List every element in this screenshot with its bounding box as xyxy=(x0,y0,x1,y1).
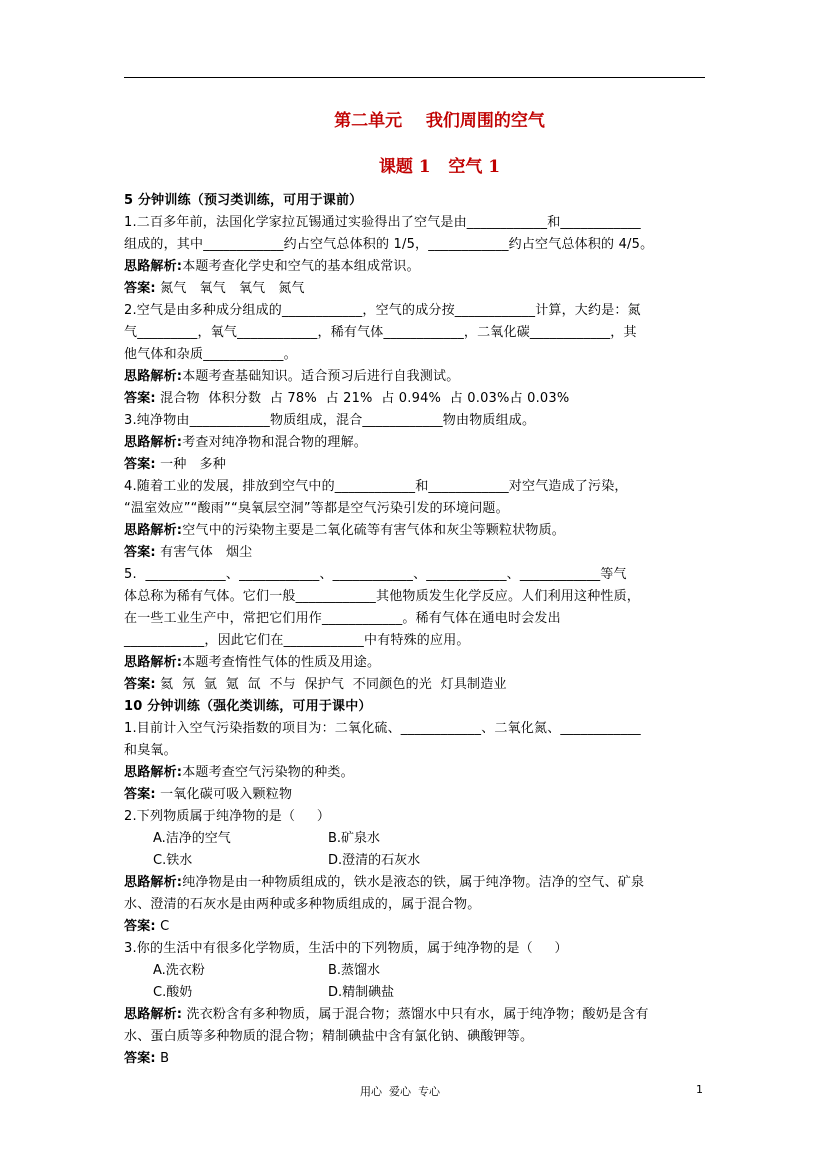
line-label: 答案: xyxy=(124,677,156,692)
answer-line xyxy=(124,454,705,476)
text-line xyxy=(124,300,705,322)
line-text: 10 分钟训练（强化类训练，可用于课中） xyxy=(124,699,372,714)
text-line xyxy=(124,718,705,740)
line-text: C xyxy=(155,919,170,934)
line-text: 一氧化碳可吸入颗粒物 xyxy=(155,787,293,802)
line-text: 洗衣粉含有多种物质，属于混合物；蒸馏水中只有水，属于纯净物；酸奶是含有 xyxy=(182,1007,649,1022)
line-text: 水、澄清的石灰水是由两种或多种物质组成的，属于混合物。 xyxy=(124,897,481,912)
option-row xyxy=(124,828,705,850)
line-text: 和臭氧。 xyxy=(124,743,177,758)
text-line xyxy=(124,806,705,828)
text-line xyxy=(124,410,705,432)
analysis-line xyxy=(124,872,705,894)
option-choice: B.蒸馏水 xyxy=(328,963,381,978)
line-text: 纯净物是由一种物质组成的，铁水是液态的铁，属于纯净物。洁净的空气、矿泉 xyxy=(182,875,645,890)
text-line xyxy=(124,322,705,344)
text-line xyxy=(124,630,705,652)
line-text: 5. ____________、____________、____________、____________、____________等气 xyxy=(124,567,627,582)
answer-line xyxy=(124,542,705,564)
document-body xyxy=(124,108,705,1070)
section-heading xyxy=(124,696,705,718)
answer-line xyxy=(124,388,705,410)
option-choice: A.洗衣粉 xyxy=(153,963,205,978)
answer-line xyxy=(124,784,705,806)
line-text: 1.目前计入空气污染指数的项目为：二氧化硫、____________、二氧化氮、____________ xyxy=(124,721,641,736)
line-text: 混合物 体积分数 占 78% 占 21% 占 0.94% 占 0.03%占 0.03% xyxy=(155,391,570,406)
line-text: 氦 氖 氩 氪 氙 不与 保护气 不同颜色的光 灯具制造业 xyxy=(155,677,507,692)
text-line xyxy=(124,1026,705,1048)
text-line xyxy=(124,498,705,520)
option-row xyxy=(124,982,705,1004)
line-label: 答案: xyxy=(124,787,156,802)
page-number: 1 xyxy=(696,1083,703,1096)
option-choice: C.铁水 xyxy=(153,853,193,868)
line-text: 氮气 氧气 氧气 氮气 xyxy=(155,281,305,296)
option-choice: A.洁净的空气 xyxy=(153,831,231,846)
line-text: 4.随着工业的发展，排放到空气中的____________和____________对空气造成了污染， xyxy=(124,479,628,494)
text-line xyxy=(124,234,705,256)
analysis-line xyxy=(124,1004,705,1026)
line-label: 思路解析: xyxy=(124,875,183,890)
line-label: 思路解析: xyxy=(124,655,183,670)
text-line xyxy=(124,608,705,630)
line-text: 本题考查空气污染物的种类。 xyxy=(182,765,354,780)
option-choice: C.酸奶 xyxy=(153,985,193,1000)
option-row xyxy=(124,960,705,982)
line-label: 思路解析: xyxy=(124,765,183,780)
line-text: 3.你的生活中有很多化学物质，生活中的下列物质，属于纯净物的是（ ） xyxy=(124,941,568,956)
text-line xyxy=(124,344,705,366)
line-text: 本题考查基础知识。适合预习后进行自我测试。 xyxy=(182,369,460,384)
text-line xyxy=(124,212,705,234)
line-label: 思路解析: xyxy=(124,435,183,450)
line-text: “温室效应”“酸雨”“臭氧层空洞”等都是空气污染引发的环境问题。 xyxy=(124,501,509,516)
line-text: 2.下列物质属于纯净物的是（ ） xyxy=(124,809,331,824)
line-label: 答案: xyxy=(124,919,156,934)
line-label: 答案: xyxy=(124,281,156,296)
line-text: 体总称为稀有气体。它们一般____________其他物质发生化学反应。人们利用这种性质， xyxy=(124,589,641,604)
analysis-line xyxy=(124,652,705,674)
line-text: ____________，因此它们在____________中有特殊的应用。 xyxy=(124,633,470,648)
analysis-line xyxy=(124,256,705,278)
line-text: 本题考查化学史和空气的基本组成常识。 xyxy=(182,259,420,274)
line-text: 有害气体 烟尘 xyxy=(155,545,253,560)
line-text: 本题考查惰性气体的性质及用途。 xyxy=(182,655,381,670)
text-line xyxy=(124,740,705,762)
line-text: 5 分钟训练（预习类训练，可用于课前） xyxy=(124,193,363,208)
analysis-line xyxy=(124,432,705,454)
option-choice: B.矿泉水 xyxy=(328,831,381,846)
text-line xyxy=(124,938,705,960)
line-label: 思路解析: xyxy=(124,259,183,274)
answer-line xyxy=(124,278,705,300)
answer-line xyxy=(124,916,705,938)
option-choice: D.澄清的石灰水 xyxy=(328,853,421,868)
option-row xyxy=(124,850,705,872)
text-lines xyxy=(124,190,705,1070)
footer-motto: 用心 爱心 专心 xyxy=(360,1085,440,1098)
line-label: 思路解析: xyxy=(124,1007,183,1022)
lesson-title: 课题 1 空气 1 xyxy=(378,157,501,177)
line-text: 一种 多种 xyxy=(155,457,226,472)
line-text: 在一些工业生产中，常把它们用作____________。稀有气体在通电时会发出 xyxy=(124,611,561,626)
line-text: 组成的，其中____________约占空气总体积的 1/5，____________约占空气总体积的 4/5。 xyxy=(124,237,654,252)
option-choice: D.精制碘盐 xyxy=(328,985,395,1000)
line-label: 答案: xyxy=(124,457,156,472)
analysis-line xyxy=(124,366,705,388)
line-text: 水、蛋白质等多种物质的混合物；精制碘盐中含有氯化钠、碘酸钾等。 xyxy=(124,1029,534,1044)
section-heading xyxy=(124,190,705,212)
line-text: 空气中的污染物主要是二氧化硫等有害气体和灰尘等颗粒状物质。 xyxy=(182,523,566,538)
answer-line xyxy=(124,1048,705,1070)
line-label: 答案: xyxy=(124,545,156,560)
answer-line xyxy=(124,674,705,696)
header-rule xyxy=(124,77,705,78)
line-text: 3.纯净物由____________物质组成，混合____________物由物质组成。 xyxy=(124,413,536,428)
line-label: 答案: xyxy=(124,391,156,406)
line-text: 气_________，氧气____________，稀有气体____________，二氧化碳____________，其 xyxy=(124,325,637,340)
line-text: B xyxy=(155,1051,170,1066)
line-label: 答案: xyxy=(124,1051,156,1066)
line-label: 思路解析: xyxy=(124,369,183,384)
analysis-line xyxy=(124,762,705,784)
line-label: 思路解析: xyxy=(124,523,183,538)
text-line xyxy=(124,586,705,608)
text-line xyxy=(124,894,705,916)
analysis-line xyxy=(124,520,705,542)
line-text: 他气体和杂质____________。 xyxy=(124,347,297,362)
line-text: 2.空气是由多种成分组成的____________，空气的成分按____________计算，大约是：氮 xyxy=(124,303,641,318)
text-line xyxy=(124,564,705,586)
unit-title: 第二单元 我们周围的空气 xyxy=(334,111,545,131)
line-text: 考查对纯净物和混合物的理解。 xyxy=(182,435,368,450)
text-line xyxy=(124,476,705,498)
line-text: 1.二百多年前，法国化学家拉瓦锡通过实验得出了空气是由____________和____________ xyxy=(124,215,641,230)
